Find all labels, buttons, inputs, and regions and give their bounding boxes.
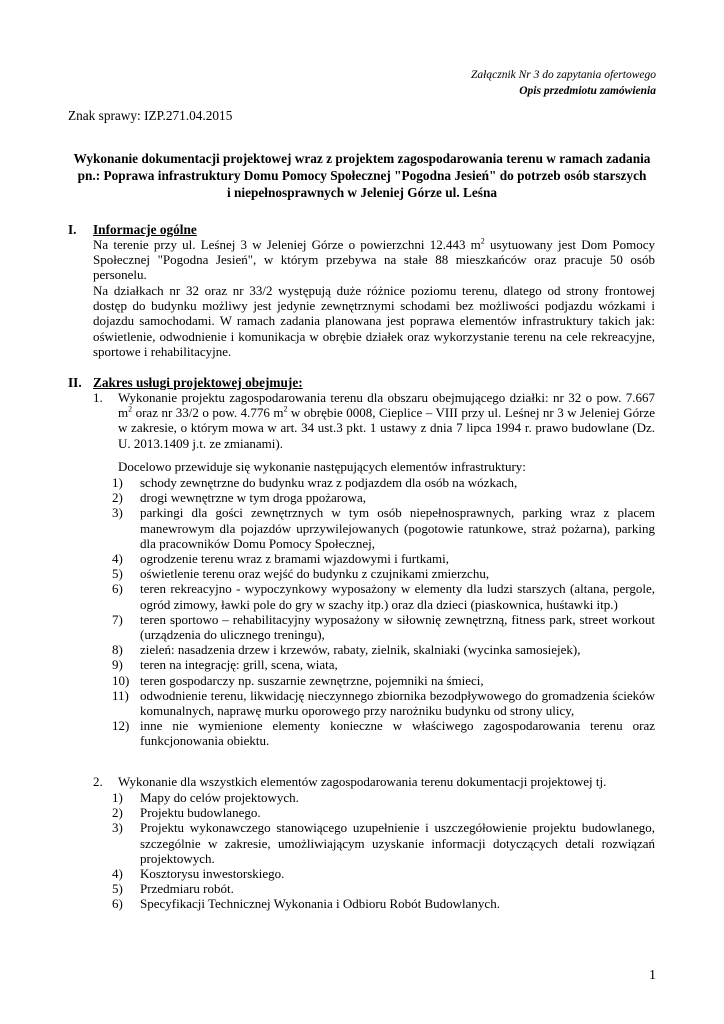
list-item-text: Projektu budowlanego. <box>140 805 261 821</box>
list-item-number: 1) <box>112 790 123 805</box>
list-item-number: 6) <box>112 896 123 912</box>
page-number: 1 <box>649 968 656 983</box>
list-item <box>112 551 655 566</box>
superscript: 2 <box>128 404 133 414</box>
list-item-text: schody zewnętrzne do budynku wraz z podjazdem dla osób na wózkach, <box>140 475 518 490</box>
list-item <box>112 790 655 805</box>
list-item-number: 2) <box>112 805 123 821</box>
document-subtitle: Opis przedmiotu zamówienia <box>519 85 656 97</box>
list-item-number: 7) <box>112 611 123 627</box>
section-1-paragraph-2: Na działkach nr 32 oraz nr 33/2 występują duże różnice poziomu terenu, dlatego od strony frontowej dostęp do budynku możliwy jest jedynie zewnętrznymi schodami bez możliwości podjazdu wózkami i dojazdu samochodami. W ramach zadania planowana jest poprawa elementów infrastruktury takich jak: oświetlenie, odwodnienie i komunikacja w obrębie działek oraz wykorzystanie terenu na cele rekreacyjne, sportowe i rehabilitacyjne. <box>93 283 655 359</box>
list-item-number: 4) <box>112 551 123 567</box>
list-item-number: 2) <box>112 490 123 506</box>
list-item-text: inne nie wymienione elementy konieczne w właściwego zagospodarowania terenu oraz funkcjonowania obiektu. <box>140 718 655 749</box>
list-item-text: zieleń: nasadzenia drzew i krzewów, rabaty, zielnik, skalniaki (wycinka samosiejek), <box>140 642 581 658</box>
list-item-text: odwodnienie terenu, likwidację nieczynnego zbiornika bezodpływowego do gromadzenia ścieków komunalnych, naprawę murku oporowego przy narożniku budynku od strony ulicy, <box>140 687 655 719</box>
list-item <box>112 566 655 581</box>
list-item-text: drogi wewnętrzne w tym droga ppożarowa, <box>140 490 366 506</box>
case-reference: Znak sprawy: IZP.271.04.2015 <box>68 108 233 123</box>
infrastructure-elements-list <box>112 475 655 749</box>
item-1-text-b: oraz nr 33/2 o pow. 4.776 m <box>132 405 284 421</box>
list-item <box>112 475 655 490</box>
item-1-text-c: w obrębie 0008, Cieplice – VIII przy ul. Leśnej nr 3 w Jeleniej Górze w zakresie, o którym mowa w art. 34 ust.3 pkt. 1 ustawy z dnia 7 lipca 1994 r. prawo budowlane (Dz. U. 2013.1409 j.t. ze zmianami). <box>118 405 655 451</box>
list-item <box>112 718 655 748</box>
item-1-number: 1. <box>93 390 103 405</box>
list-item-number: 10) <box>112 672 130 688</box>
list-item <box>112 820 655 866</box>
list-item-number: 1) <box>112 475 123 490</box>
section-1-heading: Informacje ogólne <box>93 222 197 237</box>
item-2-text: Wykonanie dla wszystkich elementów zagospodarowania terenu dokumentacji projektowej tj. <box>118 774 607 789</box>
title-line-2: pn.: Poprawa infrastruktury Domu Pomocy Społecznej "Pogodna Jesień" do potrzeb osób starszych <box>77 168 647 183</box>
section-1-p1-text-b: usytuowany jest Dom Pomocy Społecznej "Pogodna Jesień", w którym przebywa na stałe 88 mieszkańców oraz pracuje 50 osób personelu. <box>93 237 655 283</box>
list-item-text: Projektu wykonawczego stanowiącego uzupełnienie i uszczegółowienie projektu budowlanego, szczególnie w zakresie, umożliwiającym uzyskanie informacji dotyczących detali rozwiązań projektowych. <box>140 820 655 866</box>
list-item <box>112 805 655 820</box>
item-1-text <box>118 390 655 451</box>
section-1-paragraph-1 <box>93 237 655 283</box>
list-item-number: 5) <box>112 566 123 582</box>
list-item <box>112 642 655 657</box>
title-line-1: Wykonanie dokumentacji projektowej wraz z projektem zagospodarowania terenu w ramach zadania <box>73 151 651 166</box>
item-1-text-a: Wykonanie projektu zagospodarowania terenu dla obszaru obejmującego działki: nr 32 o pow. 7.667 m <box>118 390 655 421</box>
list-item <box>112 866 655 881</box>
list-item-text: Kosztorysu inwestorskiego. <box>140 866 285 882</box>
document-title <box>70 150 654 201</box>
section-2-heading-text: Zakres usługi projektowej obejmuje <box>93 375 299 390</box>
list-item-number: 5) <box>112 881 123 897</box>
list-item-text: Specyfikacji Technicznej Wykonania i Odbioru Robót Budowlanych. <box>140 896 500 912</box>
attachment-label: Załącznik Nr 3 do zapytania ofertowego <box>471 69 656 81</box>
list-item-number: 12) <box>112 718 130 734</box>
list-item <box>112 505 655 551</box>
title-line-3: i niepełnosprawnych w Jeleniej Górze ul. Leśna <box>227 185 497 200</box>
list-item <box>112 688 655 718</box>
list-item <box>112 612 655 642</box>
list-item <box>112 896 655 911</box>
superscript: 2 <box>480 236 485 246</box>
list-item-number: 11) <box>112 687 129 703</box>
list-item-text: teren sportowo – rehabilitacyjny wyposażony w siłownię zewnętrzną, fitness park, street workout (urządzenia do ulicznego treningu), <box>140 611 655 643</box>
list-item-number: 4) <box>112 866 123 882</box>
list-item-number: 8) <box>112 642 123 658</box>
list-item-text: Mapy do celów projektowych. <box>140 790 299 805</box>
list-item-number: 9) <box>112 657 123 673</box>
list-item-text: teren rekreacyjno - wypoczynkowy wyposażony w elementy dla ludzi starszych (altana, pergole, ogród zimowy, ławki pole do gry w szachy itp.) oraz dla dzieci (piaskownica, huśtawki itp.) <box>140 581 655 612</box>
list-item-number: 3) <box>112 820 123 836</box>
list-item <box>112 657 655 672</box>
item-1-intro: Docelowo przewiduje się wykonanie następujących elementów infrastruktury: <box>118 459 526 474</box>
section-1-p1-text-a: Na terenie przy ul. Leśnej 3 w Jeleniej Górze o powierzchni 12.443 m <box>93 237 481 252</box>
list-item-text: Przedmiaru robót. <box>140 881 234 897</box>
section-1-number: I. <box>68 222 77 237</box>
list-item-number: 3) <box>112 505 123 521</box>
list-item <box>112 490 655 505</box>
list-item <box>112 581 655 611</box>
list-item-text: ogrodzenie terenu wraz z bramami wjazdowymi i furtkami, <box>140 551 449 567</box>
list-item <box>112 881 655 896</box>
list-item-text: teren gospodarczy np. suszarnie zewnętrzne, pojemniki na śmieci, <box>140 672 484 688</box>
item-2-number: 2. <box>93 774 103 789</box>
list-item-text: parkingi dla gości zewnętrznych w tym osób niepełnosprawnych, parking wraz z placem manewrowym dla pojazdów uprzywilejowanych (pogotowie ratunkowe, straż pożarna), parking dla pracowników Domu Pomocy Społecznej, <box>140 505 655 551</box>
list-item-text: teren na integrację: grill, scena, wiata, <box>140 657 338 673</box>
section-2-heading-colon: : <box>298 375 303 390</box>
list-item-number: 6) <box>112 581 123 597</box>
list-item-text: oświetlenie terenu oraz wejść do budynku z czujnikami zmierzchu, <box>140 566 490 582</box>
superscript: 2 <box>283 404 288 414</box>
list-item <box>112 673 655 688</box>
section-2-heading <box>93 375 303 391</box>
section-2-number: II. <box>68 375 82 390</box>
documentation-list <box>112 790 655 912</box>
